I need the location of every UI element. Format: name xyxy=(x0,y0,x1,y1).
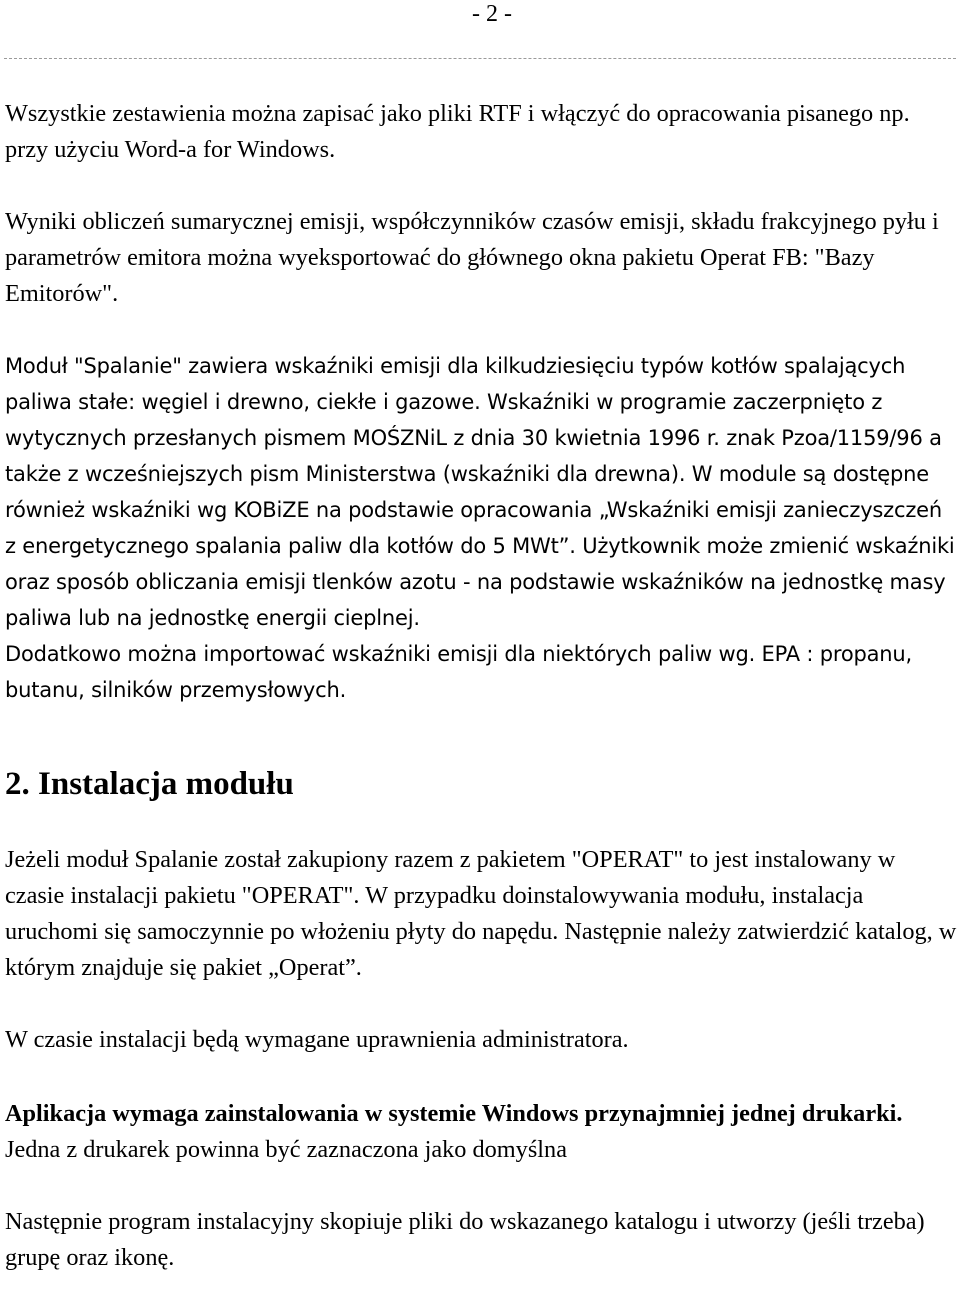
paragraph-copy-files: Następnie program instalacyjny skopiuje pliki do wskazanego katalogu i utworzy (jeśli trzeba) grupę oraz ikonę. xyxy=(5,1208,925,1271)
paragraph-results-export: Wyniki obliczeń sumarycznej emisji, współczynników czasów emisji, składu frakcyjnego pyłu i parametrów emitora można wyeksportować do głównego okna pakietu Operat FB: "Bazy Emitorów". xyxy=(5,208,939,307)
document-body xyxy=(5,96,957,1276)
header-divider xyxy=(4,58,956,59)
printer-requirement-rest: Jedna z drukarek powinna być zaznaczona jako domyślna xyxy=(5,1136,567,1163)
paragraph-printer-requirement xyxy=(5,1096,957,1168)
paragraph-epa-import: Dodatkowo można importować wskaźniki emisji dla niektórych paliw wg. EPA : propanu, butanu, silników przemysłowych. xyxy=(5,642,912,702)
printer-requirement-bold: Aplikacja wymaga zainstalowania w systemie Windows przynajmniej jednej drukarki. xyxy=(5,1100,903,1127)
page-number: - 2 - xyxy=(472,1,512,27)
paragraph-rtf-export: Wszystkie zestawienia można zapisać jako pliki RTF i włączyć do opracowania pisanego np. przy użyciu Word-a for Windows. xyxy=(5,100,910,163)
paragraph-module-description: Moduł "Spalanie" zawiera wskaźniki emisji dla kilkudziesięciu typów kotłów spalających paliwa stałe: węgiel i drewno, ciekłe i gazowe. Wskaźniki w programie zaczerpnięto z wytycznych przesłanych pismem MOŚZNiL z dnia 30 kwietnia 1996 r. znak Pzoa/1159/96 a także z wcześniejszych pism Ministerstwa (wskaźniki dla drewna). W module są dostępne również wskaźniki wg KOBiZE na podstawie opracowania „Wskaźniki emisji zanieczyszczeń z energetycznego spalania paliw dla kotłów do 5 MWt”. Użytkownik może zmienić wskaźniki oraz sposób obliczania emisji tlenków azotu - na podstawie wskaźników na jednostkę masy paliwa lub na jednostkę energii cieplnej. xyxy=(5,354,955,630)
paragraph-installation: Jeżeli moduł Spalanie został zakupiony razem z pakietem "OPERAT" to jest instalowany w czasie instalacji pakietu "OPERAT". W przypadku doinstalowywania modułu, instalacja uruchomi się samoczynnie po włożeniu płyty do napędu. Następnie należy zatwierdzić katalog, w którym znajduje się pakiet „Operat”. xyxy=(5,846,957,981)
section-heading: 2. Instalacja modułu xyxy=(5,766,294,802)
paragraph-admin-rights: W czasie instalacji będą wymagane uprawnienia administratora. xyxy=(5,1026,629,1053)
